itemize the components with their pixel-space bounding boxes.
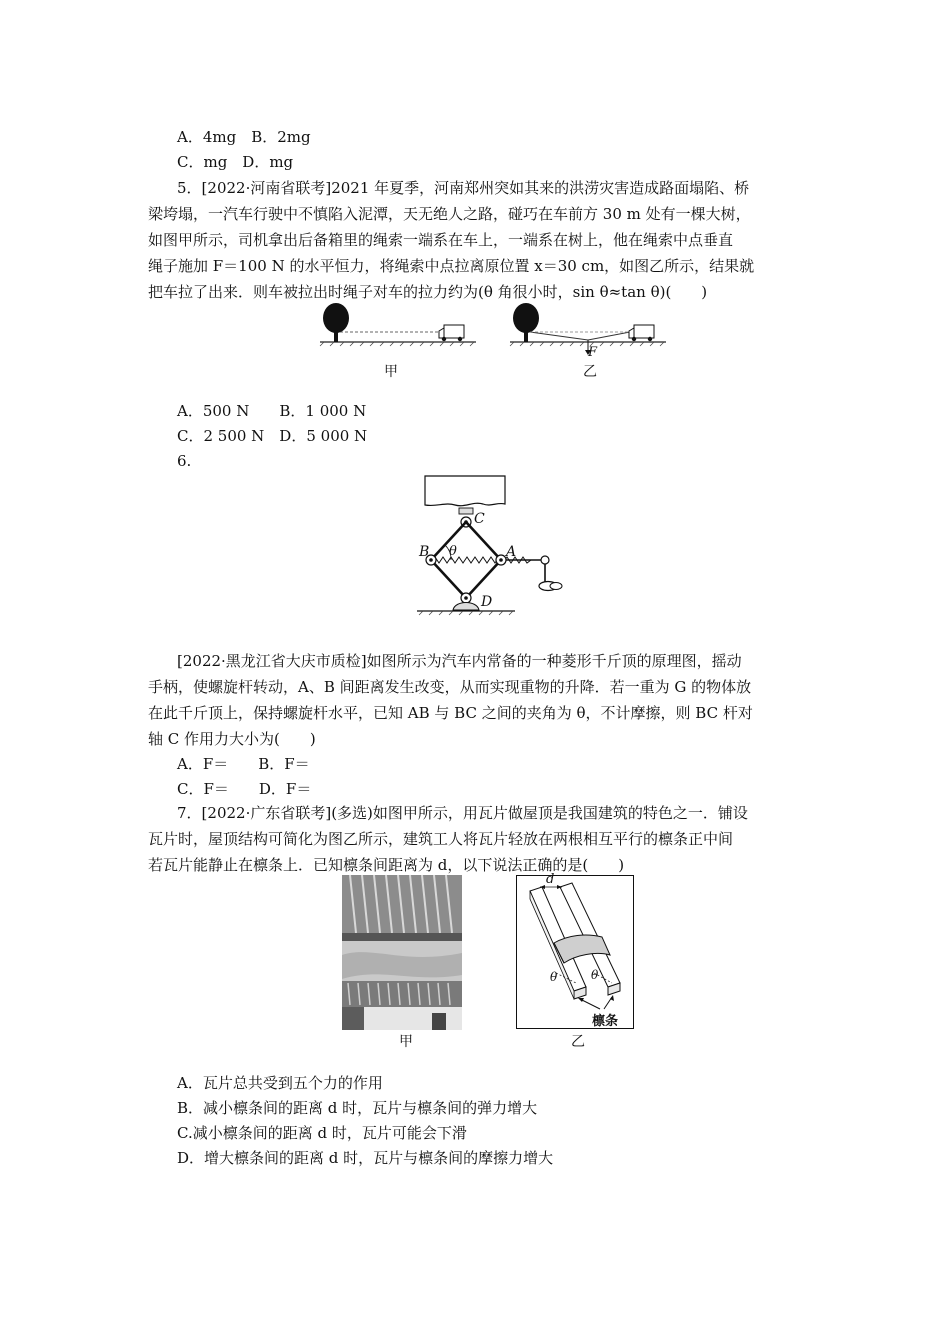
q4-option-c-d: C．mg D．mg: [177, 153, 294, 171]
q7-label-d: d: [546, 872, 555, 887]
q5-line-3: 如图甲所示，司机拿出后备箱里的绳索一端系在车上，一端系在树上，他在绳索中点垂直: [148, 231, 734, 249]
q7-photo-jia: [342, 875, 462, 1030]
truck-icon: [439, 325, 464, 341]
q6-option-c-d: C．F＝ D．F＝: [177, 780, 312, 798]
q7-option-d: D．增大檩条间的距离 d 时，瓦片与檩条间的摩擦力增大: [177, 1149, 554, 1167]
q6-label-b: B: [419, 544, 430, 560]
q5-figure-jia: [318, 300, 478, 360]
q6-option-a-b: A．F＝ B．F＝: [177, 755, 310, 773]
q5-caption-yi: 乙: [583, 364, 597, 380]
q6-line-4: 轴 C 作用力大小为( ): [148, 730, 316, 748]
tree-icon: [513, 303, 539, 342]
q7-line-2: 瓦片时，屋顶结构可简化为图乙所示，建筑工人将瓦片轻放在两根相互平行的檩条正中间: [148, 830, 734, 848]
q7-line-1: 7．[2022·广东省联考](多选)如图甲所示，用瓦片做屋顶是我国建筑的特色之一．铺设: [177, 804, 748, 822]
q5-line-5: 把车拉了出来．则车被拉出时绳子对车的拉力约为(θ 角很小时，sin θ≈tan θ)( ): [148, 283, 708, 301]
q6-line-3: 在此千斤顶上，保持螺旋杆水平，已知 AB 与 BC 之间的夹角为 θ，不计摩擦，则 BC 杆对: [148, 704, 753, 722]
q7-option-b: B．减小檩条间的距离 d 时，瓦片与檩条间的弹力增大: [177, 1099, 538, 1117]
q7-caption-yi: 乙: [571, 1034, 585, 1050]
q6-label-c: C: [474, 511, 485, 527]
q5-line-1: 5．[2022·河南省联考]2021 年夏季，河南郑州突如其来的洪涝灾害造成路面塌陷、桥: [177, 179, 750, 197]
q7-option-a: A．瓦片总共受到五个力的作用: [177, 1074, 383, 1092]
q7-label-theta-left: θ: [550, 970, 558, 984]
q5-caption-jia: 甲: [384, 364, 398, 380]
q7-label-lintiao: 檩条: [592, 1014, 619, 1029]
q5-force-label: F: [588, 345, 598, 360]
q7-diagram-yi: [516, 875, 634, 1030]
q5-line-2: 梁垮塌，一汽车行驶中不慎陷入泥潭，天无绝人之路，碰巧在车前方 30 m 处有一棵大树，: [148, 205, 751, 223]
q6-label-d: D: [481, 594, 493, 610]
q5-option-a-b: A．500 N B．1 000 N: [177, 402, 367, 420]
q5-line-4: 绳子施加 F＝100 N 的水平恒力，将绳索中点拉离原位置 x＝30 cm，如图乙所示，结果就: [148, 257, 755, 275]
q6-label-theta: θ: [449, 544, 457, 559]
q7-caption-jia: 甲: [399, 1034, 413, 1050]
q5-option-c-d: C．2 500 N D．5 000 N: [177, 427, 368, 445]
q6-line-1: [2022·黑龙江省大庆市质检]如图所示为汽车内常备的一种菱形千斤顶的原理图，摇动: [177, 652, 742, 670]
q4-option-a-b: A．4mg B．2mg: [177, 128, 311, 146]
q6-label-a: A: [506, 544, 517, 560]
tree-icon: [323, 303, 349, 342]
q7-option-c: C.减小檩条间的距离 d 时，瓦片可能会下滑: [177, 1124, 467, 1142]
q6-line-2: 手柄，使螺旋杆转动，A、B 间距离发生改变，从而实现重物的升降．若一重为 G 的物体放: [148, 678, 752, 696]
truck-icon: [629, 325, 654, 341]
q6-number: 6.: [177, 452, 192, 470]
q7-line-3: 若瓦片能静止在檩条上．已知檩条间距离为 d，以下说法正确的是( ): [148, 856, 625, 874]
q7-label-theta-right: θ: [591, 968, 599, 982]
